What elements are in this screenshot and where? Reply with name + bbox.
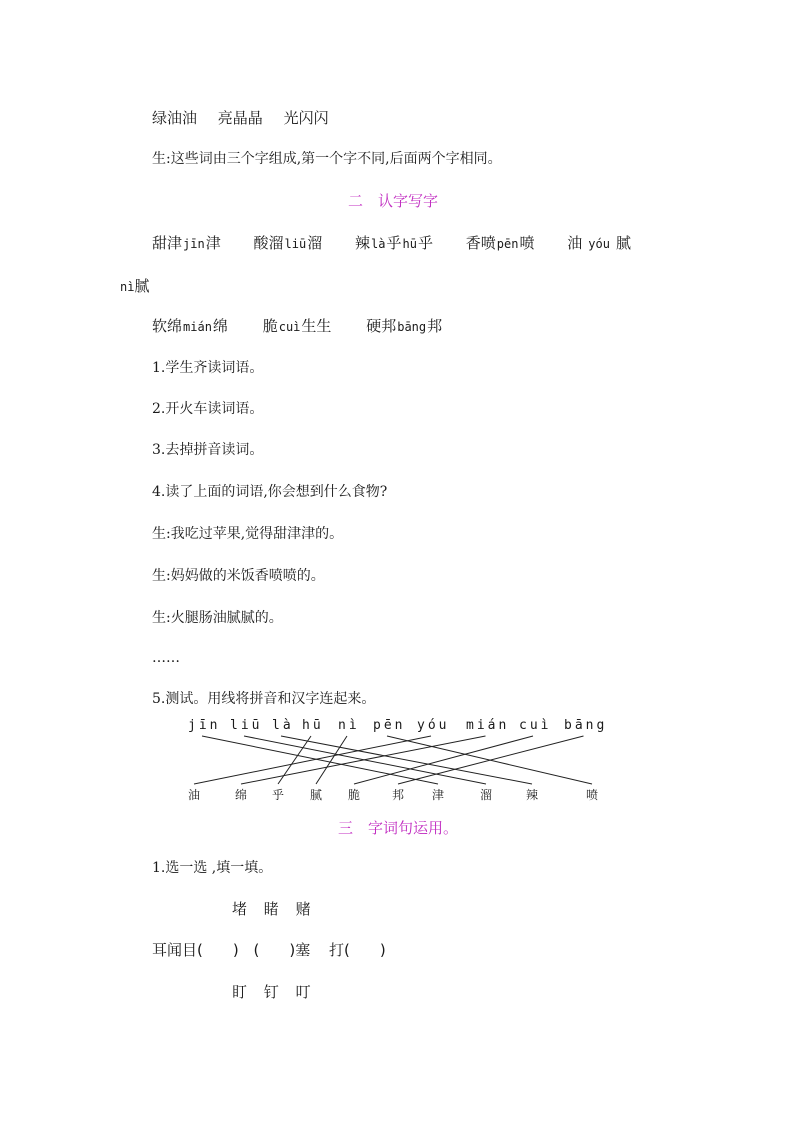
blank[interactable]: ( ) <box>197 941 239 959</box>
option: 钉 <box>263 983 279 1001</box>
matching-line <box>194 736 431 784</box>
matching-exercise <box>180 712 620 808</box>
pinyin-row-2 <box>152 316 442 337</box>
matching-pinyin: liū <box>230 718 263 733</box>
term: 脆cuì生生 <box>262 317 332 335</box>
pinyin-row-1-wrap: nì腻 <box>120 277 150 295</box>
term: 辣là乎hū乎 <box>355 234 433 252</box>
option: 盯 <box>232 983 248 1001</box>
term: 香喷pēn喷 <box>465 234 535 252</box>
blank[interactable]: ( ) <box>344 941 386 959</box>
answer-3: 生:火腿肠油腻腻的。 <box>152 610 283 626</box>
step-2: 2.开火车读词语。 <box>152 401 264 417</box>
student-comment: 生:这些词由三个字组成,第一个字不同,后面两个字相同。 <box>152 151 502 167</box>
intro-words <box>152 108 329 128</box>
fill-item: 耳闻目( ) <box>152 941 239 959</box>
matching-pinyin: hū <box>302 718 324 733</box>
fill-item: 打( ) <box>329 941 386 959</box>
matching-character: 脆 <box>348 788 361 802</box>
step-1: 1.学生齐读词语。 <box>152 360 264 376</box>
pinyin-row-1 <box>152 233 631 254</box>
matching-pinyin-row <box>180 718 620 736</box>
test-prompt: 5.测试。用线将拼音和汉字连起来。 <box>152 691 376 707</box>
word: 绿油油 <box>152 109 198 127</box>
matching-character: 邦 <box>392 788 405 802</box>
answer-1: 生:我吃过苹果,觉得甜津津的。 <box>152 526 344 542</box>
matching-line <box>354 736 533 784</box>
step-4: 4.读了上面的词语,你会想到什么食物? <box>152 484 388 500</box>
question-1: 1.选一选 ,填一填。 <box>152 860 273 876</box>
matching-character: 溜 <box>480 788 493 802</box>
matching-line <box>278 736 311 784</box>
option: 堵 <box>232 900 248 918</box>
matching-character: 绵 <box>235 788 248 802</box>
matching-line <box>398 736 584 784</box>
option: 睹 <box>263 900 279 918</box>
section-3-title: 三 字词句运用。 <box>338 819 459 837</box>
step-3: 3.去掉拼音读词。 <box>152 442 264 458</box>
matching-character: 乎 <box>272 788 285 802</box>
matching-character: 辣 <box>526 788 539 802</box>
matching-character: 津 <box>432 788 445 802</box>
term: 硬邦bāng邦 <box>366 317 443 335</box>
term: 甜津jīn津 <box>152 234 221 252</box>
matching-pinyin: bāng <box>564 718 608 733</box>
blank[interactable]: ( ) <box>253 941 296 959</box>
option: 叮 <box>295 983 311 1001</box>
word: 亮晶晶 <box>217 109 263 127</box>
term: 软绵mián绵 <box>152 317 228 335</box>
matching-pinyin: nì <box>338 718 360 733</box>
option: 赌 <box>295 900 311 918</box>
matching-character-row <box>180 786 620 804</box>
term: 油 yóu 腻 <box>567 234 631 252</box>
matching-pinyin: cuì <box>519 718 552 733</box>
matching-character: 腻 <box>310 788 323 802</box>
matching-pinyin: mián <box>466 718 510 733</box>
word: 光闪闪 <box>283 109 329 127</box>
matching-character: 油 <box>188 788 201 802</box>
fill-row <box>152 940 386 960</box>
matching-pinyin: là <box>272 718 294 733</box>
ellipsis: …… <box>152 650 180 666</box>
matching-pinyin: jīn <box>188 718 221 733</box>
fill-item: ( )塞 <box>253 941 311 959</box>
options-row-1 <box>232 899 311 919</box>
options-row-2 <box>232 982 311 1002</box>
term: 酸溜liū溜 <box>253 234 323 252</box>
matching-pinyin: pēn <box>373 718 406 733</box>
section-2-title: 二 认字写字 <box>348 192 439 210</box>
matching-character: 喷 <box>586 788 599 802</box>
answer-2: 生:妈妈做的米饭香喷喷的。 <box>152 568 325 584</box>
matching-pinyin: yóu <box>417 718 450 733</box>
